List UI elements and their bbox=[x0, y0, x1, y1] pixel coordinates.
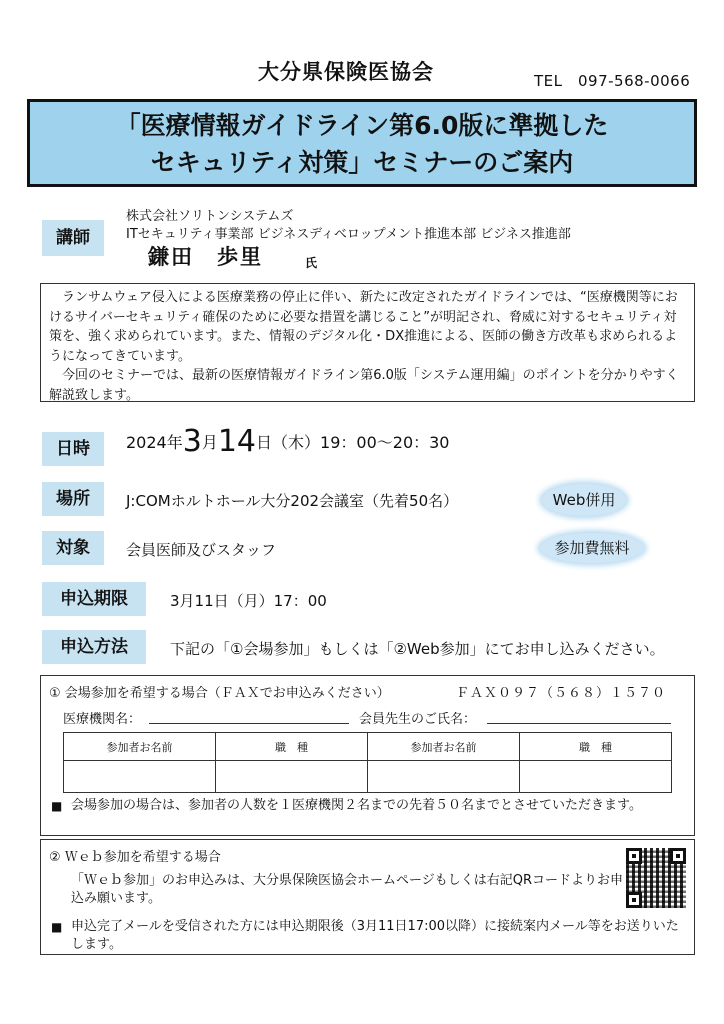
web-participation-section bbox=[40, 839, 695, 955]
fax-number: ＦＡＸ０９７（５６８）１５７０ bbox=[456, 686, 667, 701]
institution-label: 医療機関名： bbox=[63, 712, 142, 727]
lecturer-department: ITセキュリティ事業部 ビジネスディベロップメント推進本部 ビジネス推進部 bbox=[126, 227, 571, 242]
participant-table-header bbox=[64, 733, 672, 761]
venue-label: 場所 bbox=[42, 482, 104, 516]
venue-note-bullet: ■ bbox=[51, 799, 63, 813]
header-occupation-2: 職 種 bbox=[519, 733, 671, 761]
lecturer-name: 鎌田 歩里 bbox=[148, 245, 263, 269]
venue-section-title: ① 会場参加を希望する場合（ＦＡＸでお申込みください） bbox=[49, 686, 390, 701]
participant-name-cell-1[interactable] bbox=[64, 761, 216, 793]
doctor-name-input-line[interactable] bbox=[487, 723, 671, 724]
date-month: 3 bbox=[182, 424, 202, 459]
header-occupation-1: 職 種 bbox=[215, 733, 367, 761]
telephone: TEL 097-568-0066 bbox=[534, 72, 691, 90]
web-note-bullet: ■ bbox=[51, 920, 63, 934]
lecturer-honorific: 氏 bbox=[305, 256, 318, 270]
web-combined-badge: Web併用 bbox=[542, 484, 626, 516]
intro-paragraph-2: 今回のセミナーでは、最新の医療情報ガイドライン第6.0版「システム運用編」のポイントを分かりやすく解説致します。 bbox=[49, 368, 679, 403]
date-year: 2024年 bbox=[126, 433, 183, 452]
deadline-text: 3月11日（月）17：00 bbox=[170, 592, 327, 610]
web-instructions: 「Ｗｅｂ参加」のお申込みは、大分県保険医協会ホームページもしくは右記QRコードよりお申込み願います。 bbox=[71, 873, 624, 906]
qr-code-icon[interactable] bbox=[626, 848, 686, 908]
organization-name: 大分県保険医協会 bbox=[258, 60, 434, 84]
participant-table-row bbox=[64, 761, 672, 793]
lecturer-label: 講師 bbox=[42, 220, 104, 256]
method-text: 下記の「①会場参加」もしくは「②Web参加」にてお申し込みください。 bbox=[170, 640, 665, 658]
date-day: 14 bbox=[217, 424, 257, 459]
title-line-2: セキュリティ対策」セミナーのご案内 bbox=[150, 148, 574, 177]
intro-paragraph-1: ランサムウェア侵入による医療業務の停止に伴い、新たに改定されたガイドラインでは、“医療機関等におけるサイバーセキュリティ確保のために必要な措置を講じること”が明記され、脅威に対するセキュリティ対策を、強く求められています。また、情報のデジタル化・DX推進による、医師の働き方改革も求められるようになってきています。 bbox=[49, 290, 678, 364]
qr-finder-top-left bbox=[626, 848, 642, 864]
venue-text: J:COMホルトホール大分202会議室（先着50名） bbox=[126, 492, 459, 510]
audience-label: 対象 bbox=[42, 531, 104, 565]
deadline-label: 申込期限 bbox=[42, 582, 146, 616]
date-month-unit: 月 bbox=[201, 433, 218, 452]
datetime-label: 日時 bbox=[42, 432, 104, 466]
date-day-unit: 日 bbox=[256, 433, 273, 452]
header-participant-name-2: 参加者お名前 bbox=[367, 733, 519, 761]
free-fee-badge: 参加費無料 bbox=[540, 533, 644, 563]
lecturer-company: 株式会社ソリトンシステムズ bbox=[126, 209, 294, 224]
occupation-cell-2[interactable] bbox=[519, 761, 671, 793]
method-label: 申込方法 bbox=[42, 630, 146, 664]
qr-finder-bottom-left bbox=[626, 892, 642, 908]
date-time: （木）19：00～20：30 bbox=[272, 433, 450, 452]
occupation-cell-1[interactable] bbox=[215, 761, 367, 793]
seminar-title-box bbox=[27, 99, 697, 187]
web-section-title: ② Ｗｅｂ参加を希望する場合 bbox=[49, 850, 221, 865]
doctor-name-label: 会員先生のご氏名： bbox=[359, 712, 477, 727]
qr-finder-top-right bbox=[670, 848, 686, 864]
venue-participation-form bbox=[40, 675, 695, 836]
venue-note: 会場参加の場合は、参加者の人数を１医療機関２名までの先着５０名までとさせていただきます。 bbox=[71, 798, 642, 813]
web-note: 申込完了メールを受信された方には申込期限後（3月11日17:00以降）に接続案内メール等をお送りいたします。 bbox=[71, 919, 679, 952]
participant-table bbox=[63, 732, 672, 793]
header-participant-name-1: 参加者お名前 bbox=[64, 733, 216, 761]
datetime-value bbox=[126, 424, 450, 459]
title-line-1: 「医療情報ガイドライン第6.0版に準拠した bbox=[115, 111, 609, 140]
institution-input-line[interactable] bbox=[149, 723, 349, 724]
participant-name-cell-2[interactable] bbox=[367, 761, 519, 793]
audience-text: 会員医師及びスタッフ bbox=[126, 541, 277, 559]
intro-box bbox=[40, 283, 695, 402]
